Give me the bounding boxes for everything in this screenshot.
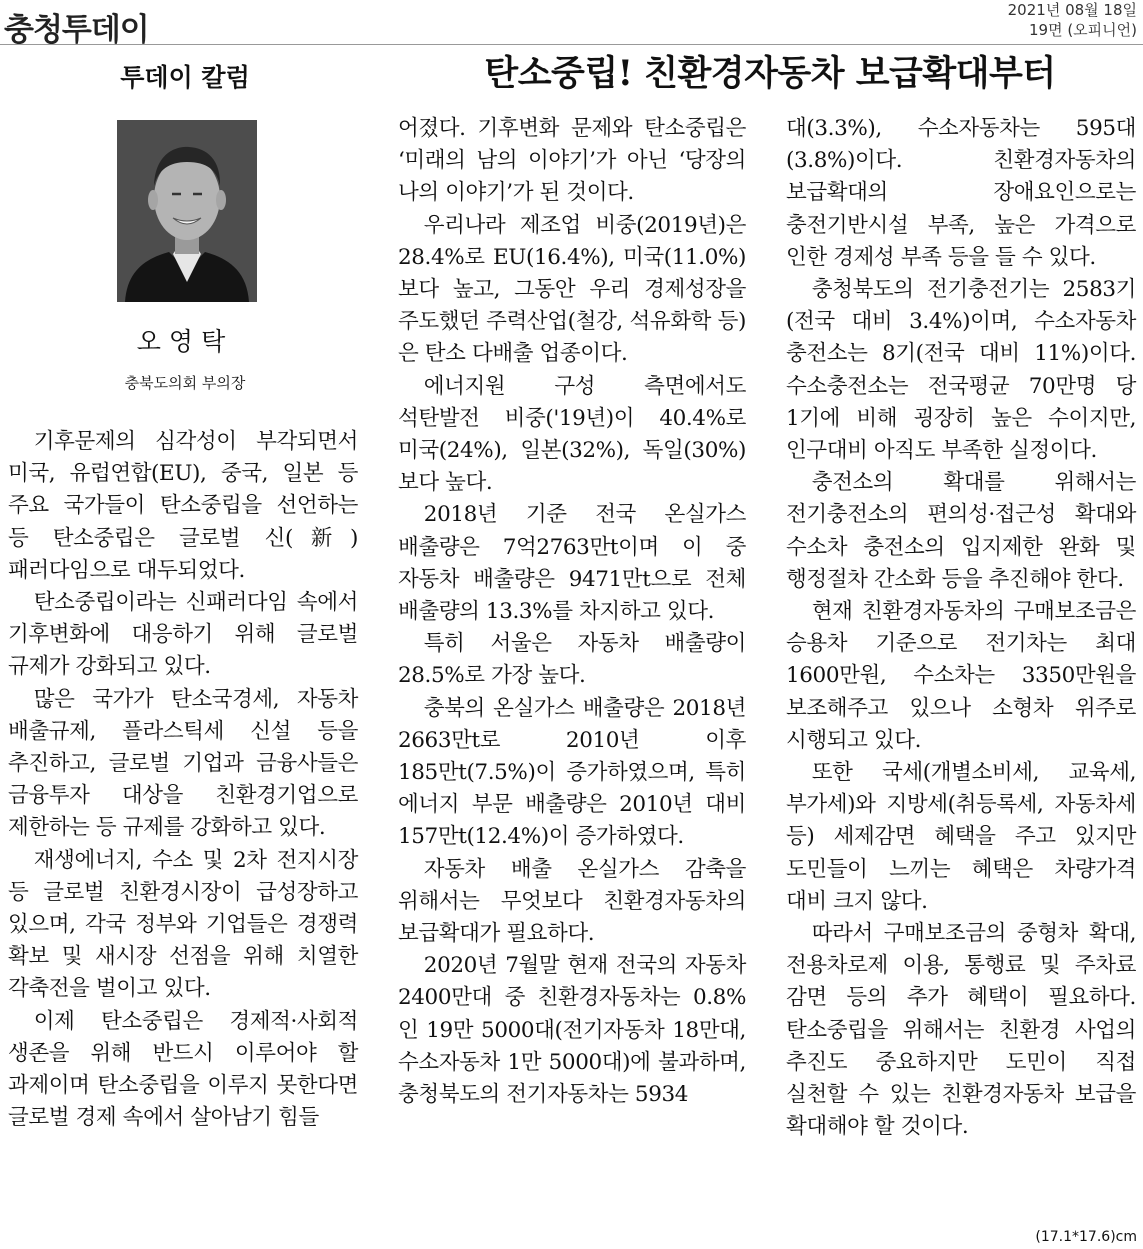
paragraph: 대(3.3%), 수소자동차는 595대(3.8%)이다. 친환경자동차의 보급확대의 장애요인으로는 충전기반시설 부족, 높은 가격으로 인한 경제성 부족 등을 들 수 있다. <box>786 116 1136 270</box>
paragraph: 우리나라 제조업 비중(2019년)은 28.4%로 EU(16.4%), 미국(11.0%)보다 높고, 그동안 우리 경제성장을 주도했던 주력산업(철강, 석유화학 등)은 탄소 다배출 업종이다. <box>398 212 746 367</box>
paragraph: 어졌다. 기후변화 문제와 탄소중립은 ‘미래의 남의 이야기’가 아닌 ‘당장의 나의 이야기’가 된 것이다. <box>398 116 746 206</box>
issue-date: 2021년 08월 18일 <box>1007 1 1137 19</box>
body-column-1 <box>8 426 358 1134</box>
paragraph: 재생에너지, 수소 및 2차 전지시장 등 글로벌 친환경시장이 급성장하고 있으며, 각국 정부와 기업들은 경쟁력 확보 및 새시장 선점을 위해 치열한 각축전을 벌이고 있다. <box>8 847 358 1002</box>
paragraph: 탄소중립이라는 신패러다임 속에서 기후변화에 대응하기 위해 글로벌 규제가 강화되고 있다. <box>8 590 358 680</box>
paragraph: 충전소의 확대를 위해서는 전기충전소의 편의성·접근성 확대와 수소차 충전소의 입지제한 완화 및 행정절차 간소화 등을 추진해야 한다. <box>786 470 1136 592</box>
article-size-note: (17.1*17.6)cm <box>1035 1229 1137 1245</box>
paragraph: 현재 친환경자동차의 구매보조금은 승용차 기준으로 전기차는 최대 1600만원, 수소차는 3350만원을 보조해주고 있으나 소형차 위주로 시행되고 있다. <box>786 599 1136 753</box>
paragraph: 에너지원 구성 측면에서도 석탄발전 비중('19년)이 40.4%로 미국(24%), 일본(32%), 독일(30%) 보다 높다. <box>398 373 746 496</box>
headline: 탄소중립! 친환경자동차 보급확대부터 <box>484 53 1056 94</box>
paragraph: 많은 국가가 탄소국경세, 자동차 배출규제, 플라스틱세 신설 등을 추진하고, 글로벌 기업과 금융사들은 금융투자 대상을 친환경기업으로 제한하는 등 규제를 강화하고 있다. <box>8 686 358 841</box>
newspaper-logo: 충청투데이 <box>4 12 149 48</box>
paragraph: 충청북도의 전기충전기는 2583기(전국 대비 3.4%)이며, 수소자동차 충전소는 8기(전국 대비 11%)이다. 수소충전소는 전국평균 70만명 당 1기에 비해 굉장히 높은 수이지만, 인구대비 아직도 부족한 실정이다. <box>786 277 1136 464</box>
issue-meta <box>1008 0 1137 40</box>
paragraph: 또한 국세(개별소비세, 교육세, 부가세)와 지방세(취등록세, 자동차세 등) 세제감면 혜택을 주고 있지만 도민들이 느끼는 혜택은 차량가격 대비 크지 않다. <box>786 760 1136 914</box>
paragraph: 따라서 구매보조금의 중형차 확대, 전용차로제 이용, 통행료 및 주차료 감면 등의 추가 혜택이 필요하다. 탄소중립을 위해서는 친환경 사업의 추진도 중요하지만 도민이 직접 실천할 수 있는 친환경자동차 보급을 확대해야 할 것이다. <box>786 921 1136 1140</box>
body-column-3 <box>786 113 1136 1144</box>
page-section: 19면 (오피니언) <box>1028 21 1137 39</box>
paragraph: 2020년 7월말 현재 전국의 자동차 2400만대 중 친환경자동차는 0.8%인 19만 5000대(전기자동차 18만대, 수소자동차 1만 5000대)에 불과하며, 충청북도의 전기자동차는 5934 <box>398 953 746 1108</box>
paragraph: 충북의 온실가스 배출량은 2018년 2663만t로 2010년 이후 185만t(7.5%)이 증가하였으며, 특히 에너지 부문 배출량은 2010년 대비 157만t(12.4%)이 증가하였다. <box>398 695 746 850</box>
header-divider <box>0 44 1143 45</box>
paragraph: 2018년 기준 전국 온실가스 배출량은 7억2763만t이며 이 중 자동차 배출량은 9471만t으로 전체 배출량의 13.3%를 차지하고 있다. <box>398 502 746 625</box>
author-portrait-image <box>117 120 257 302</box>
author-photo <box>117 120 257 302</box>
paragraph: 자동차 배출 온실가스 감축을 위해서는 무엇보다 친환경자동차의 보급확대가 필요하다. <box>398 856 746 947</box>
author-title: 충북도의회 부의장 <box>124 374 246 392</box>
paragraph: 이제 탄소중립은 경제적·사회적 생존을 위해 반드시 이루어야 할 과제이며 탄소중립을 이루지 못한다면 글로벌 경제 속에서 살아남기 힘들 <box>8 1008 358 1131</box>
column-name: 투데이 칼럼 <box>120 63 250 92</box>
paragraph: 기후문제의 심각성이 부각되면서 미국, 유럽연합(EU), 중국, 일본 등 주요 국가들이 탄소중립을 선언하는 등 탄소중립은 글로벌 신(新)패러다임으로 대두되었다. <box>8 429 358 583</box>
author-name: 오영탁 <box>136 327 234 356</box>
body-column-2 <box>398 113 746 1111</box>
paragraph: 특히 서울은 자동차 배출량이 28.5%로 가장 높다. <box>398 631 746 689</box>
